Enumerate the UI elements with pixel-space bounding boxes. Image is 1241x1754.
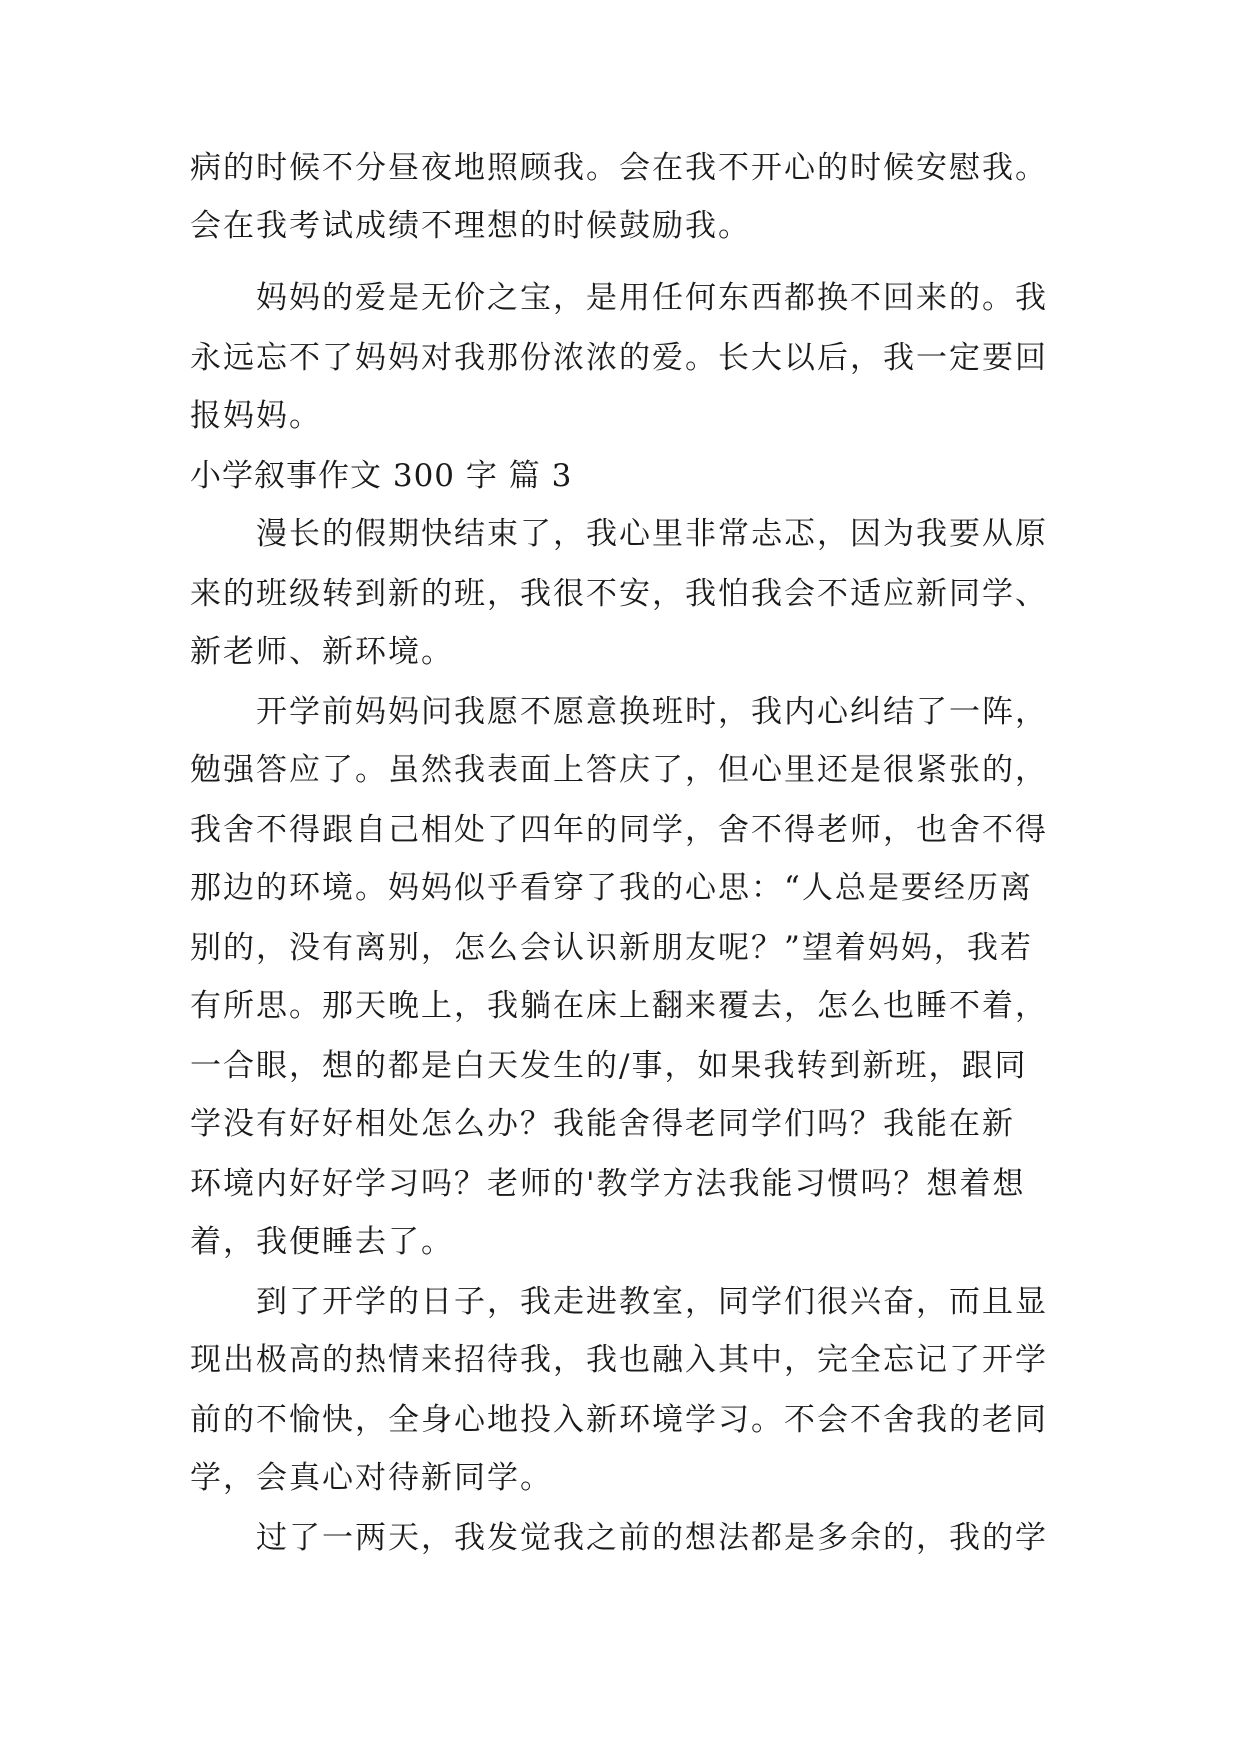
text-line: 有所思。那天晚上，我躺在床上翻来覆去，怎么也睡不着， [190, 988, 1048, 1024]
text-line: 报妈妈。 [190, 398, 322, 434]
section-heading: 小学叙事作文 300 字 篇 3 [190, 458, 573, 494]
text-line: 前的不愉快，全身心地投入新环境学习。不会不舍我的老同 [190, 1402, 1048, 1438]
text-line: 永远忘不了妈妈对我那份浓浓的爱。长大以后，我一定要回 [190, 340, 1048, 376]
text-line: 那边的环境。妈妈似乎看穿了我的心思：“人总是要经历离 [190, 870, 1033, 906]
text-line: 现出极高的热情来招待我，我也融入其中，完全忘记了开学 [190, 1342, 1048, 1378]
paragraph-first-line: 过了一两天，我发觉我之前的想法都是多余的，我的学 [256, 1520, 1048, 1556]
paragraph-first-line: 漫长的假期快结束了，我心里非常忐忑，因为我要从原 [256, 516, 1048, 552]
text-line: 来的班级转到新的班，我很不安，我怕我会不适应新同学、 [190, 576, 1048, 612]
paragraph-first-line: 到了开学的日子，我走进教室，同学们很兴奋，而且显 [256, 1284, 1048, 1320]
text-line: 勉强答应了。虽然我表面上答庆了，但心里还是很紧张的， [190, 752, 1048, 788]
text-line: 别的，没有离别，怎么会认识新朋友呢？”望着妈妈，我若 [190, 930, 1033, 966]
text-line: 环境内好好学习吗？老师的'教学方法我能习惯吗？想着想 [190, 1166, 1026, 1202]
text-line: 学没有好好相处怎么办？我能舍得老同学们吗？我能在新 [190, 1106, 1015, 1142]
paragraph-first-line: 开学前妈妈问我愿不愿意换班时，我内心纠结了一阵， [256, 694, 1048, 730]
text-line: 新老师、新环境。 [190, 634, 454, 670]
text-line: 会在我考试成绩不理想的时候鼓励我。 [190, 208, 751, 244]
text-line: 学，会真心对待新同学。 [190, 1460, 553, 1496]
text-line: 一合眼，想的都是白天发生的/事，如果我转到新班，跟同 [190, 1048, 1028, 1084]
text-line: 我舍不得跟自己相处了四年的同学，舍不得老师，也舍不得 [190, 812, 1048, 848]
text-line: 病的时候不分昼夜地照顾我。会在我不开心的时候安慰我。 [190, 150, 1048, 186]
text-line: 着，我便睡去了。 [190, 1224, 454, 1260]
paragraph-first-line: 妈妈的爱是无价之宝，是用任何东西都换不回来的。我 [256, 280, 1048, 316]
